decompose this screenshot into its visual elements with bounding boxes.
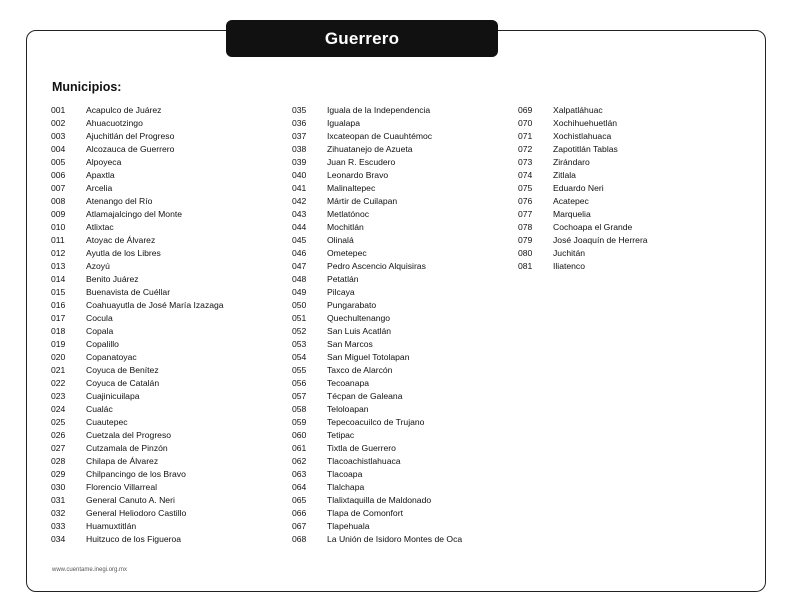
municipio-name: Ahuacuotzingo [86, 118, 143, 128]
list-item [518, 195, 648, 208]
municipio-code: 072 [518, 144, 533, 154]
municipio-name: Ajuchitlán del Progreso [86, 131, 175, 141]
municipio-code: 021 [51, 365, 66, 375]
municipio-code: 026 [51, 430, 66, 440]
municipio-code: 037 [292, 131, 307, 141]
municipio-name: Acapulco de Juárez [86, 105, 162, 115]
municipio-code: 048 [292, 274, 307, 284]
municipio-code: 039 [292, 157, 307, 167]
list-item [518, 208, 648, 221]
list-item [292, 208, 462, 221]
municipio-name: Iguala de la Independencia [327, 105, 431, 115]
municipio-code: 062 [292, 456, 307, 466]
list-item [292, 468, 462, 481]
list-item [292, 286, 462, 299]
municipio-code: 080 [518, 248, 533, 258]
municipio-name: Azoyú [86, 261, 110, 271]
list-item [292, 117, 462, 130]
municipio-name: José Joaquín de Herrera [553, 235, 648, 245]
municipio-code: 017 [51, 313, 66, 323]
list-item [51, 364, 224, 377]
municipio-code: 059 [292, 417, 307, 427]
municipio-name: Teloloapan [327, 404, 369, 414]
municipio-name: Leonardo Bravo [327, 170, 389, 180]
municipio-code: 043 [292, 209, 307, 219]
list-item [292, 416, 462, 429]
list-item [518, 130, 648, 143]
municipio-code: 064 [292, 482, 307, 492]
municipio-code: 057 [292, 391, 307, 401]
municipio-code: 035 [292, 105, 307, 115]
municipio-name: Mártir de Cuilapan [327, 196, 398, 206]
list-item [51, 286, 224, 299]
municipio-name: Tepecoacuilco de Trujano [327, 417, 425, 427]
municipio-code: 065 [292, 495, 307, 505]
list-item [51, 169, 224, 182]
list-item [51, 117, 224, 130]
list-item [518, 117, 648, 130]
list-item [292, 429, 462, 442]
municipio-name: Técpan de Galeana [327, 391, 403, 401]
municipio-code: 076 [518, 196, 533, 206]
page-title: Guerrero [226, 20, 498, 57]
list-item [518, 234, 648, 247]
list-item [51, 260, 224, 273]
municipio-code: 003 [51, 131, 66, 141]
footer-url: www.cuentame.inegi.org.mx [52, 567, 128, 573]
municipio-code: 008 [51, 196, 66, 206]
list-item [292, 312, 462, 325]
list-item [292, 182, 462, 195]
municipio-name: Huamuxtitlán [86, 521, 137, 531]
municipio-name: Zapotitlán Tablas [553, 144, 618, 154]
municipio-name: Tlalixtaquilla de Maldonado [327, 495, 432, 505]
municipio-code: 022 [51, 378, 66, 388]
municipio-name: Zihuatanejo de Azueta [327, 144, 413, 154]
municipio-name: General Canuto A. Neri [86, 495, 175, 505]
list-item [51, 208, 224, 221]
list-item [51, 468, 224, 481]
list-item [51, 533, 224, 546]
municipio-name: Juan R. Escudero [327, 157, 396, 167]
municipio-code: 063 [292, 469, 307, 479]
list-item [51, 351, 224, 364]
municipio-code: 047 [292, 261, 307, 271]
municipio-code: 013 [51, 261, 66, 271]
municipio-name: Tixtla de Guerrero [327, 443, 396, 453]
list-item [292, 143, 462, 156]
municipio-code: 041 [292, 183, 307, 193]
municipio-name: Atlamajalcingo del Monte [86, 209, 183, 219]
list-item [51, 520, 224, 533]
municipio-name: Acatepec [553, 196, 589, 206]
municipio-name: Cutzamala de Pinzón [86, 443, 168, 453]
municipio-name: Tecoanapa [327, 378, 370, 388]
list-item [292, 299, 462, 312]
municipio-name: Eduardo Neri [553, 183, 604, 193]
list-item [51, 234, 224, 247]
municipio-code: 078 [518, 222, 533, 232]
list-item [518, 221, 648, 234]
list-item [51, 507, 224, 520]
municipio-name: Quechultenango [327, 313, 391, 323]
municipio-name: Cuetzala del Progreso [86, 430, 172, 440]
municipio-code: 070 [518, 118, 533, 128]
list-item [518, 169, 648, 182]
municipio-name: Coyuca de Benítez [86, 365, 159, 375]
municipio-code: 058 [292, 404, 307, 414]
municipio-name: Buenavista de Cuéllar [86, 287, 171, 297]
municipio-code: 020 [51, 352, 66, 362]
municipio-name: Pilcaya [327, 287, 355, 297]
municipio-name: Cualác [86, 404, 113, 414]
municipio-name: Zirándaro [553, 157, 590, 167]
list-item [292, 507, 462, 520]
municipio-code: 060 [292, 430, 307, 440]
municipio-code: 006 [51, 170, 66, 180]
municipio-code: 027 [51, 443, 66, 453]
list-item [51, 325, 224, 338]
municipio-code: 069 [518, 105, 533, 115]
municipio-name: Cuajinicuilapa [86, 391, 140, 401]
list-item [518, 182, 648, 195]
list-item [292, 195, 462, 208]
municipio-name: Alpoyeca [86, 157, 122, 167]
list-item [292, 351, 462, 364]
municipio-name: Ixcateopan de Cuauhtémoc [327, 131, 433, 141]
municipio-name: Pedro Ascencio Alquisiras [327, 261, 426, 271]
list-item [292, 273, 462, 286]
municipio-name: Mochitlán [327, 222, 364, 232]
list-item [51, 429, 224, 442]
municipio-code: 056 [292, 378, 307, 388]
municipio-code: 050 [292, 300, 307, 310]
municipio-name: Copanatoyac [86, 352, 137, 362]
municipio-code: 028 [51, 456, 66, 466]
municipio-code: 081 [518, 261, 533, 271]
municipio-code: 033 [51, 521, 66, 531]
municipio-name: Apaxtla [86, 170, 115, 180]
municipio-code: 040 [292, 170, 307, 180]
list-item [51, 273, 224, 286]
list-item [51, 312, 224, 325]
list-item [518, 143, 648, 156]
municipio-name: Cochoapa el Grande [553, 222, 633, 232]
municipio-code: 045 [292, 235, 307, 245]
municipio-name: Coyuca de Catalán [86, 378, 160, 388]
municipio-name: Igualapa [327, 118, 360, 128]
municipio-code: 023 [51, 391, 66, 401]
municipio-name: San Marcos [327, 339, 373, 349]
municipio-code: 051 [292, 313, 307, 323]
municipio-code: 049 [292, 287, 307, 297]
list-item [51, 481, 224, 494]
municipio-code: 075 [518, 183, 533, 193]
municipio-name: Olinalá [327, 235, 354, 245]
list-item [51, 455, 224, 468]
municipio-name: Coahuayutla de José María Izazaga [86, 300, 224, 310]
municipio-code: 074 [518, 170, 533, 180]
municipio-code: 010 [51, 222, 66, 232]
municipio-code: 034 [51, 534, 66, 544]
municipio-name: Copala [86, 326, 114, 336]
municipio-name: San Miguel Totolapan [327, 352, 410, 362]
municipio-name: Florencio Villarreal [86, 482, 158, 492]
municipio-name: Atlixtac [86, 222, 114, 232]
municipio-name: Benito Juárez [86, 274, 139, 284]
municipio-code: 066 [292, 508, 307, 518]
list-item [292, 247, 462, 260]
list-item [292, 390, 462, 403]
municipio-name: Huitzuco de los Figueroa [86, 534, 182, 544]
municipio-code: 025 [51, 417, 66, 427]
list-item [518, 247, 648, 260]
municipio-name: Ometepec [327, 248, 367, 258]
municipio-name: Cocula [86, 313, 113, 323]
list-item [292, 403, 462, 416]
municipio-name: Atoyac de Álvarez [86, 235, 156, 245]
list-item [292, 338, 462, 351]
list-item [51, 221, 224, 234]
municipio-name: Taxco de Alarcón [327, 365, 393, 375]
list-item [292, 169, 462, 182]
municipio-name: Juchitán [553, 248, 586, 258]
municipio-code: 053 [292, 339, 307, 349]
municipio-code: 030 [51, 482, 66, 492]
municipio-code: 038 [292, 144, 307, 154]
list-item [292, 481, 462, 494]
municipio-name: Xochihuehuetlán [553, 118, 618, 128]
municipio-code: 018 [51, 326, 66, 336]
list-item [518, 156, 648, 169]
list-item [51, 182, 224, 195]
municipio-code: 055 [292, 365, 307, 375]
municipio-code: 001 [51, 105, 66, 115]
municipio-code: 032 [51, 508, 66, 518]
municipio-code: 073 [518, 157, 533, 167]
list-item [51, 377, 224, 390]
municipio-code: 012 [51, 248, 66, 258]
list-item [518, 260, 648, 273]
municipio-name: Marquelia [553, 209, 591, 219]
list-item [292, 260, 462, 273]
list-item [292, 377, 462, 390]
list-item [51, 299, 224, 312]
list-item [51, 247, 224, 260]
municipio-name: Tlapa de Comonfort [327, 508, 403, 518]
municipio-code: 024 [51, 404, 66, 414]
municipio-code: 036 [292, 118, 307, 128]
municipio-code: 052 [292, 326, 307, 336]
municipio-name: Copalillo [86, 339, 119, 349]
municipio-code: 044 [292, 222, 307, 232]
municipio-name: Arcelia [86, 183, 113, 193]
list-item [292, 130, 462, 143]
list-item [51, 403, 224, 416]
list-item [292, 325, 462, 338]
municipio-code: 079 [518, 235, 533, 245]
municipio-name: Xalpatláhuac [553, 105, 603, 115]
list-item [51, 104, 224, 117]
municipio-code: 061 [292, 443, 307, 453]
municipio-name: Ayutla de los Libres [86, 248, 161, 258]
municipio-name: Alcozauca de Guerrero [86, 144, 175, 154]
municipio-code: 071 [518, 131, 533, 141]
list-item [292, 442, 462, 455]
municipio-name: San Luis Acatlán [327, 326, 392, 336]
list-item [51, 494, 224, 507]
list-item [292, 364, 462, 377]
municipio-name: Tetipac [327, 430, 355, 440]
municipio-column-3 [518, 104, 648, 273]
list-item [51, 442, 224, 455]
municipio-name: Tlacoapa [327, 469, 363, 479]
list-item [51, 143, 224, 156]
list-item [518, 104, 648, 117]
municipio-name: Metlatónoc [327, 209, 370, 219]
list-item [292, 234, 462, 247]
list-item [51, 156, 224, 169]
municipio-name: Petatlán [327, 274, 359, 284]
municipio-name: Tlapehuala [327, 521, 370, 531]
list-item [292, 520, 462, 533]
municipio-code: 014 [51, 274, 66, 284]
list-item [292, 494, 462, 507]
municipio-code: 015 [51, 287, 66, 297]
list-item [292, 104, 462, 117]
municipio-code: 031 [51, 495, 66, 505]
municipio-code: 005 [51, 157, 66, 167]
municipio-name: Tlalchapa [327, 482, 365, 492]
municipio-name: Chilapa de Álvarez [86, 456, 159, 466]
municipio-name: Atenango del Río [86, 196, 153, 206]
municipio-code: 029 [51, 469, 66, 479]
section-subtitle: Municipios: [52, 80, 122, 94]
municipio-name: Tlacoachistlahuaca [327, 456, 401, 466]
municipio-code: 011 [51, 235, 65, 245]
municipio-name: Chilpancingo de los Bravo [86, 469, 186, 479]
list-item [51, 195, 224, 208]
municipio-name: General Heliodoro Castillo [86, 508, 187, 518]
list-item [292, 221, 462, 234]
municipio-code: 004 [51, 144, 66, 154]
municipio-name: La Unión de Isidoro Montes de Oca [327, 534, 463, 544]
list-item [292, 533, 462, 546]
municipio-code: 067 [292, 521, 307, 531]
municipio-code: 068 [292, 534, 307, 544]
municipio-name: Xochistlahuaca [553, 131, 612, 141]
municipio-code: 016 [51, 300, 66, 310]
municipio-code: 042 [292, 196, 307, 206]
municipio-name: Iliatenco [553, 261, 586, 271]
municipio-code: 077 [518, 209, 533, 219]
municipio-name: Malinaltepec [327, 183, 376, 193]
municipio-name: Zitlala [553, 170, 576, 180]
list-item [51, 390, 224, 403]
list-item [51, 338, 224, 351]
list-item [292, 156, 462, 169]
municipio-code: 007 [51, 183, 66, 193]
list-item [51, 416, 224, 429]
municipio-column-1 [51, 104, 224, 546]
list-item [292, 455, 462, 468]
list-item [51, 130, 224, 143]
municipio-code: 009 [51, 209, 66, 219]
municipio-code: 054 [292, 352, 307, 362]
municipio-name: Cuautepec [86, 417, 128, 427]
municipio-column-2 [292, 104, 462, 546]
municipio-code: 019 [51, 339, 66, 349]
municipio-code: 046 [292, 248, 307, 258]
municipio-code: 002 [51, 118, 66, 128]
municipio-name: Pungarabato [327, 300, 377, 310]
